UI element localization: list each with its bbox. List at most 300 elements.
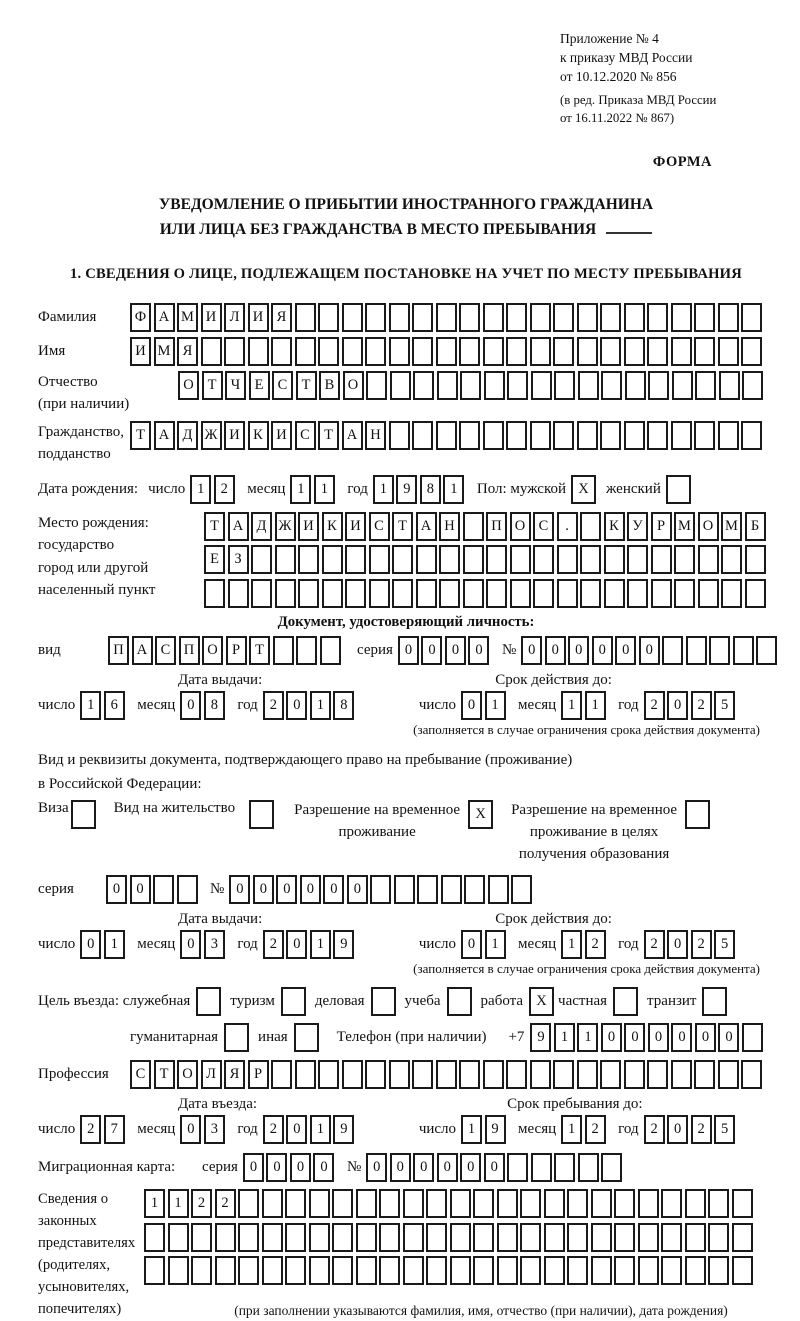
char-cell[interactable]: 0 xyxy=(347,875,368,904)
char-cell[interactable] xyxy=(473,1256,494,1285)
char-cell[interactable] xyxy=(577,303,598,332)
char-cell[interactable] xyxy=(567,1189,588,1218)
char-cell[interactable] xyxy=(271,1060,292,1089)
char-cell[interactable] xyxy=(742,371,763,400)
char-cell[interactable] xyxy=(463,545,484,574)
char-cell[interactable] xyxy=(661,1223,682,1252)
char-cell[interactable]: С xyxy=(155,636,176,665)
char-cell[interactable] xyxy=(285,1189,306,1218)
char-cell[interactable]: 0 xyxy=(106,875,127,904)
char-cell[interactable] xyxy=(648,371,669,400)
char-cell[interactable] xyxy=(464,875,485,904)
char-cell[interactable] xyxy=(721,579,742,608)
char-cell[interactable] xyxy=(510,545,531,574)
char-cell[interactable]: И xyxy=(130,337,151,366)
char-cell[interactable]: Н xyxy=(439,512,460,541)
char-cell[interactable] xyxy=(745,545,766,574)
char-cell[interactable] xyxy=(741,337,762,366)
char-cell[interactable] xyxy=(365,337,386,366)
char-cell[interactable] xyxy=(554,371,575,400)
char-cell[interactable] xyxy=(168,1256,189,1285)
char-cell[interactable]: 1 xyxy=(585,691,606,720)
char-cell[interactable]: 9 xyxy=(396,475,417,504)
char-cell[interactable] xyxy=(638,1189,659,1218)
char-cell[interactable] xyxy=(318,303,339,332)
char-cell[interactable] xyxy=(426,1223,447,1252)
char-cell[interactable] xyxy=(168,1223,189,1252)
char-cell[interactable] xyxy=(580,512,601,541)
char-cell[interactable] xyxy=(369,545,390,574)
char-cell[interactable] xyxy=(342,1060,363,1089)
char-cell[interactable] xyxy=(369,579,390,608)
char-cell[interactable] xyxy=(651,579,672,608)
char-cell[interactable]: Ч xyxy=(225,371,246,400)
char-cell[interactable]: О xyxy=(178,371,199,400)
char-cell[interactable] xyxy=(483,1060,504,1089)
char-cell[interactable] xyxy=(719,371,740,400)
char-cell[interactable]: 2 xyxy=(691,1115,712,1144)
char-cell[interactable] xyxy=(484,371,505,400)
char-cell[interactable]: 0 xyxy=(601,1023,622,1052)
char-cell[interactable]: 8 xyxy=(333,691,354,720)
char-cell[interactable]: 1 xyxy=(373,475,394,504)
char-cell[interactable]: А xyxy=(154,421,175,450)
char-cell[interactable] xyxy=(662,636,683,665)
temp-residence-edu-checkbox[interactable] xyxy=(685,800,710,829)
char-cell[interactable]: 3 xyxy=(204,1115,225,1144)
char-cell[interactable]: 0 xyxy=(180,691,201,720)
char-cell[interactable] xyxy=(320,636,341,665)
char-cell[interactable]: 0 xyxy=(286,930,307,959)
char-cell[interactable] xyxy=(436,303,457,332)
char-cell[interactable] xyxy=(694,421,715,450)
char-cell[interactable]: . xyxy=(557,512,578,541)
char-cell[interactable]: 2 xyxy=(263,691,284,720)
char-cell[interactable] xyxy=(389,337,410,366)
char-cell[interactable] xyxy=(389,421,410,450)
char-cell[interactable] xyxy=(577,421,598,450)
char-cell[interactable] xyxy=(298,579,319,608)
char-cell[interactable]: 1 xyxy=(554,1023,575,1052)
char-cell[interactable]: 1 xyxy=(290,475,311,504)
char-cell[interactable]: 0 xyxy=(639,636,660,665)
char-cell[interactable]: И xyxy=(201,303,222,332)
char-cell[interactable] xyxy=(215,1223,236,1252)
char-cell[interactable]: 0 xyxy=(276,875,297,904)
char-cell[interactable] xyxy=(295,303,316,332)
char-cell[interactable]: 0 xyxy=(718,1023,739,1052)
char-cell[interactable]: 1 xyxy=(461,1115,482,1144)
char-cell[interactable] xyxy=(591,1223,612,1252)
char-cell[interactable] xyxy=(201,337,222,366)
char-cell[interactable] xyxy=(251,579,272,608)
char-cell[interactable]: А xyxy=(342,421,363,450)
char-cell[interactable]: 2 xyxy=(215,1189,236,1218)
char-cell[interactable]: Л xyxy=(201,1060,222,1089)
char-cell[interactable]: 2 xyxy=(80,1115,101,1144)
char-cell[interactable]: Т xyxy=(296,371,317,400)
char-cell[interactable]: 3 xyxy=(204,930,225,959)
char-cell[interactable] xyxy=(694,337,715,366)
char-cell[interactable] xyxy=(144,1256,165,1285)
char-cell[interactable] xyxy=(553,337,574,366)
char-cell[interactable]: Я xyxy=(177,337,198,366)
purpose-transit-checkbox[interactable] xyxy=(702,987,727,1016)
char-cell[interactable] xyxy=(745,579,766,608)
char-cell[interactable] xyxy=(439,579,460,608)
char-cell[interactable]: 2 xyxy=(191,1189,212,1218)
char-cell[interactable] xyxy=(366,371,387,400)
char-cell[interactable]: 1 xyxy=(310,930,331,959)
char-cell[interactable] xyxy=(486,545,507,574)
char-cell[interactable]: Т xyxy=(202,371,223,400)
char-cell[interactable]: С xyxy=(533,512,554,541)
char-cell[interactable]: 0 xyxy=(671,1023,692,1052)
char-cell[interactable]: 0 xyxy=(545,636,566,665)
char-cell[interactable] xyxy=(604,579,625,608)
residence-permit-checkbox[interactable] xyxy=(249,800,274,829)
char-cell[interactable] xyxy=(497,1256,518,1285)
char-cell[interactable] xyxy=(741,1060,762,1089)
char-cell[interactable] xyxy=(379,1189,400,1218)
char-cell[interactable] xyxy=(345,579,366,608)
char-cell[interactable]: 1 xyxy=(190,475,211,504)
char-cell[interactable]: Л xyxy=(224,303,245,332)
char-cell[interactable] xyxy=(578,371,599,400)
char-cell[interactable] xyxy=(262,1256,283,1285)
char-cell[interactable]: 1 xyxy=(561,691,582,720)
char-cell[interactable]: Р xyxy=(651,512,672,541)
char-cell[interactable]: 0 xyxy=(667,930,688,959)
temp-residence-checkbox[interactable]: X xyxy=(468,800,493,829)
char-cell[interactable] xyxy=(624,303,645,332)
char-cell[interactable] xyxy=(356,1189,377,1218)
char-cell[interactable] xyxy=(394,875,415,904)
char-cell[interactable]: 5 xyxy=(714,1115,735,1144)
char-cell[interactable] xyxy=(224,337,245,366)
char-cell[interactable]: 1 xyxy=(310,1115,331,1144)
char-cell[interactable]: 1 xyxy=(104,930,125,959)
char-cell[interactable] xyxy=(580,579,601,608)
char-cell[interactable]: 2 xyxy=(585,930,606,959)
char-cell[interactable] xyxy=(298,545,319,574)
char-cell[interactable] xyxy=(332,1256,353,1285)
char-cell[interactable]: 1 xyxy=(443,475,464,504)
char-cell[interactable] xyxy=(531,1153,552,1182)
char-cell[interactable]: 9 xyxy=(333,1115,354,1144)
char-cell[interactable]: Я xyxy=(271,303,292,332)
char-cell[interactable] xyxy=(520,1223,541,1252)
char-cell[interactable]: М xyxy=(177,303,198,332)
char-cell[interactable] xyxy=(506,421,527,450)
char-cell[interactable]: И xyxy=(298,512,319,541)
char-cell[interactable] xyxy=(403,1256,424,1285)
char-cell[interactable] xyxy=(614,1223,635,1252)
char-cell[interactable]: 2 xyxy=(263,930,284,959)
char-cell[interactable]: П xyxy=(108,636,129,665)
char-cell[interactable] xyxy=(309,1223,330,1252)
char-cell[interactable]: 0 xyxy=(366,1153,387,1182)
char-cell[interactable] xyxy=(624,337,645,366)
char-cell[interactable] xyxy=(591,1189,612,1218)
char-cell[interactable] xyxy=(486,579,507,608)
char-cell[interactable] xyxy=(412,303,433,332)
char-cell[interactable] xyxy=(520,1256,541,1285)
char-cell[interactable]: К xyxy=(604,512,625,541)
char-cell[interactable]: 0 xyxy=(592,636,613,665)
char-cell[interactable] xyxy=(557,579,578,608)
char-cell[interactable]: 2 xyxy=(585,1115,606,1144)
char-cell[interactable]: 0 xyxy=(80,930,101,959)
char-cell[interactable] xyxy=(544,1223,565,1252)
char-cell[interactable]: 0 xyxy=(615,636,636,665)
char-cell[interactable] xyxy=(709,636,730,665)
char-cell[interactable] xyxy=(403,1189,424,1218)
char-cell[interactable]: 5 xyxy=(714,930,735,959)
visa-checkbox[interactable] xyxy=(71,800,96,829)
char-cell[interactable]: 0 xyxy=(413,1153,434,1182)
char-cell[interactable]: У xyxy=(627,512,648,541)
char-cell[interactable] xyxy=(251,545,272,574)
char-cell[interactable] xyxy=(439,545,460,574)
char-cell[interactable]: 1 xyxy=(80,691,101,720)
char-cell[interactable] xyxy=(473,1189,494,1218)
char-cell[interactable]: 2 xyxy=(644,1115,665,1144)
char-cell[interactable]: 0 xyxy=(390,1153,411,1182)
char-cell[interactable]: О xyxy=(343,371,364,400)
char-cell[interactable]: 8 xyxy=(204,691,225,720)
char-cell[interactable] xyxy=(671,303,692,332)
char-cell[interactable]: 6 xyxy=(104,691,125,720)
char-cell[interactable] xyxy=(459,421,480,450)
char-cell[interactable]: Я xyxy=(224,1060,245,1089)
char-cell[interactable]: Т xyxy=(204,512,225,541)
char-cell[interactable] xyxy=(647,1060,668,1089)
char-cell[interactable] xyxy=(553,1060,574,1089)
char-cell[interactable] xyxy=(627,545,648,574)
char-cell[interactable] xyxy=(732,1189,753,1218)
char-cell[interactable]: И xyxy=(271,421,292,450)
char-cell[interactable]: 0 xyxy=(568,636,589,665)
char-cell[interactable] xyxy=(661,1189,682,1218)
char-cell[interactable]: 0 xyxy=(243,1153,264,1182)
char-cell[interactable] xyxy=(554,1153,575,1182)
char-cell[interactable] xyxy=(356,1256,377,1285)
char-cell[interactable]: 1 xyxy=(168,1189,189,1218)
char-cell[interactable] xyxy=(685,1256,706,1285)
char-cell[interactable] xyxy=(647,421,668,450)
char-cell[interactable] xyxy=(285,1223,306,1252)
char-cell[interactable]: М xyxy=(154,337,175,366)
female-checkbox[interactable] xyxy=(666,475,691,504)
char-cell[interactable] xyxy=(417,875,438,904)
char-cell[interactable]: 0 xyxy=(624,1023,645,1052)
char-cell[interactable] xyxy=(204,579,225,608)
char-cell[interactable]: 0 xyxy=(648,1023,669,1052)
char-cell[interactable] xyxy=(531,371,552,400)
char-cell[interactable] xyxy=(295,1060,316,1089)
char-cell[interactable]: 0 xyxy=(437,1153,458,1182)
char-cell[interactable]: О xyxy=(202,636,223,665)
char-cell[interactable] xyxy=(718,337,739,366)
char-cell[interactable] xyxy=(756,636,777,665)
char-cell[interactable]: А xyxy=(416,512,437,541)
char-cell[interactable] xyxy=(459,1060,480,1089)
char-cell[interactable] xyxy=(685,1223,706,1252)
char-cell[interactable] xyxy=(674,579,695,608)
char-cell[interactable]: А xyxy=(132,636,153,665)
char-cell[interactable]: Д xyxy=(251,512,272,541)
char-cell[interactable] xyxy=(627,579,648,608)
char-cell[interactable] xyxy=(262,1223,283,1252)
char-cell[interactable] xyxy=(296,636,317,665)
char-cell[interactable] xyxy=(604,545,625,574)
char-cell[interactable]: 5 xyxy=(714,691,735,720)
char-cell[interactable]: Б xyxy=(745,512,766,541)
char-cell[interactable]: 0 xyxy=(313,1153,334,1182)
char-cell[interactable] xyxy=(600,1060,621,1089)
purpose-work-checkbox[interactable]: X xyxy=(529,987,554,1016)
char-cell[interactable] xyxy=(624,1060,645,1089)
char-cell[interactable]: Т xyxy=(249,636,270,665)
char-cell[interactable] xyxy=(600,337,621,366)
char-cell[interactable] xyxy=(506,303,527,332)
char-cell[interactable] xyxy=(510,579,531,608)
char-cell[interactable] xyxy=(497,1223,518,1252)
char-cell[interactable] xyxy=(365,303,386,332)
char-cell[interactable] xyxy=(672,371,693,400)
char-cell[interactable] xyxy=(533,579,554,608)
char-cell[interactable] xyxy=(238,1189,259,1218)
char-cell[interactable]: И xyxy=(224,421,245,450)
char-cell[interactable] xyxy=(718,1060,739,1089)
char-cell[interactable] xyxy=(651,545,672,574)
char-cell[interactable]: 1 xyxy=(485,691,506,720)
char-cell[interactable] xyxy=(273,636,294,665)
char-cell[interactable] xyxy=(309,1256,330,1285)
char-cell[interactable]: Е xyxy=(204,545,225,574)
char-cell[interactable] xyxy=(507,371,528,400)
char-cell[interactable] xyxy=(553,303,574,332)
char-cell[interactable]: Д xyxy=(177,421,198,450)
char-cell[interactable] xyxy=(262,1189,283,1218)
char-cell[interactable] xyxy=(463,512,484,541)
char-cell[interactable] xyxy=(459,337,480,366)
purpose-official-checkbox[interactable] xyxy=(196,987,221,1016)
char-cell[interactable] xyxy=(742,1023,763,1052)
char-cell[interactable] xyxy=(426,1256,447,1285)
char-cell[interactable]: 0 xyxy=(180,1115,201,1144)
char-cell[interactable]: О xyxy=(698,512,719,541)
char-cell[interactable] xyxy=(488,875,509,904)
char-cell[interactable] xyxy=(191,1256,212,1285)
char-cell[interactable]: Т xyxy=(154,1060,175,1089)
char-cell[interactable]: Р xyxy=(248,1060,269,1089)
char-cell[interactable]: С xyxy=(272,371,293,400)
char-cell[interactable] xyxy=(441,875,462,904)
char-cell[interactable] xyxy=(553,421,574,450)
char-cell[interactable] xyxy=(191,1223,212,1252)
char-cell[interactable]: К xyxy=(248,421,269,450)
char-cell[interactable] xyxy=(416,579,437,608)
char-cell[interactable] xyxy=(412,421,433,450)
char-cell[interactable] xyxy=(450,1223,471,1252)
char-cell[interactable]: 0 xyxy=(460,1153,481,1182)
char-cell[interactable]: 0 xyxy=(461,691,482,720)
char-cell[interactable]: 1 xyxy=(561,1115,582,1144)
char-cell[interactable] xyxy=(708,1223,729,1252)
char-cell[interactable] xyxy=(342,303,363,332)
char-cell[interactable]: Т xyxy=(318,421,339,450)
char-cell[interactable] xyxy=(567,1256,588,1285)
char-cell[interactable]: П xyxy=(486,512,507,541)
char-cell[interactable]: П xyxy=(179,636,200,665)
char-cell[interactable] xyxy=(694,303,715,332)
char-cell[interactable] xyxy=(389,1060,410,1089)
char-cell[interactable]: 0 xyxy=(266,1153,287,1182)
char-cell[interactable]: 0 xyxy=(398,636,419,665)
char-cell[interactable]: 0 xyxy=(300,875,321,904)
char-cell[interactable] xyxy=(473,1223,494,1252)
char-cell[interactable] xyxy=(530,337,551,366)
char-cell[interactable]: 8 xyxy=(420,475,441,504)
char-cell[interactable] xyxy=(600,421,621,450)
char-cell[interactable]: И xyxy=(345,512,366,541)
char-cell[interactable] xyxy=(436,421,457,450)
char-cell[interactable] xyxy=(578,1153,599,1182)
char-cell[interactable] xyxy=(416,545,437,574)
char-cell[interactable]: Е xyxy=(249,371,270,400)
char-cell[interactable] xyxy=(530,1060,551,1089)
char-cell[interactable] xyxy=(601,371,622,400)
char-cell[interactable] xyxy=(412,1060,433,1089)
char-cell[interactable] xyxy=(506,1060,527,1089)
char-cell[interactable] xyxy=(533,545,554,574)
char-cell[interactable]: 0 xyxy=(229,875,250,904)
char-cell[interactable] xyxy=(483,303,504,332)
char-cell[interactable] xyxy=(436,1060,457,1089)
char-cell[interactable]: А xyxy=(154,303,175,332)
purpose-other-checkbox[interactable] xyxy=(294,1023,319,1052)
char-cell[interactable] xyxy=(601,1153,622,1182)
char-cell[interactable] xyxy=(318,1060,339,1089)
char-cell[interactable] xyxy=(741,303,762,332)
char-cell[interactable]: 2 xyxy=(644,930,665,959)
char-cell[interactable] xyxy=(436,337,457,366)
char-cell[interactable]: 0 xyxy=(667,691,688,720)
char-cell[interactable]: 0 xyxy=(667,1115,688,1144)
char-cell[interactable]: 1 xyxy=(310,691,331,720)
char-cell[interactable] xyxy=(389,303,410,332)
char-cell[interactable] xyxy=(520,1189,541,1218)
char-cell[interactable]: 9 xyxy=(530,1023,551,1052)
char-cell[interactable]: Т xyxy=(392,512,413,541)
char-cell[interactable] xyxy=(238,1223,259,1252)
char-cell[interactable]: 2 xyxy=(214,475,235,504)
char-cell[interactable] xyxy=(733,636,754,665)
char-cell[interactable]: 1 xyxy=(314,475,335,504)
char-cell[interactable]: И xyxy=(248,303,269,332)
char-cell[interactable]: Ж xyxy=(201,421,222,450)
char-cell[interactable] xyxy=(718,303,739,332)
char-cell[interactable] xyxy=(345,545,366,574)
char-cell[interactable]: 0 xyxy=(286,691,307,720)
purpose-private-checkbox[interactable] xyxy=(613,987,638,1016)
char-cell[interactable]: 1 xyxy=(485,930,506,959)
char-cell[interactable] xyxy=(698,545,719,574)
char-cell[interactable] xyxy=(322,579,343,608)
char-cell[interactable] xyxy=(708,1189,729,1218)
